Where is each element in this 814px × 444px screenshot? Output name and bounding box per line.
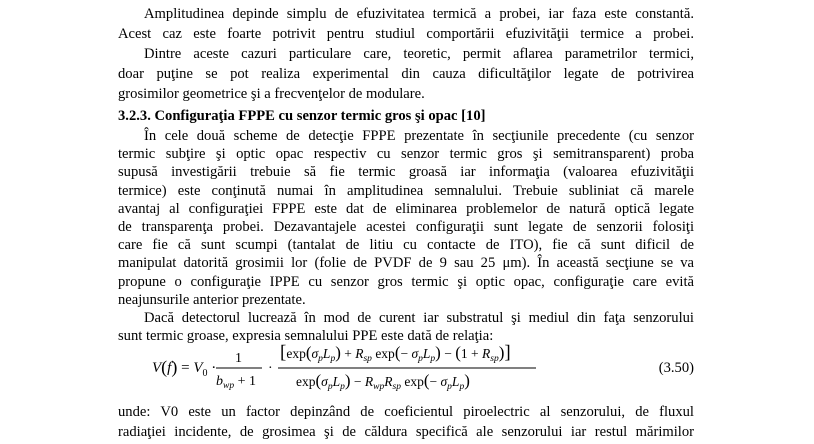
text-line: termic subţire şi optic opac respectiv cu senzor termic gros şi semitransparent) proba: [118, 146, 694, 163]
text-line: care fie că sunt scumpi (tantalat de litiu cu contacte de ITO), fie că sunt dificil de: [118, 237, 694, 254]
text-line: radiaţiei incidente, de grosimea şi de căldura specifică ale senzorului iar restul mărimilor: [118, 424, 694, 440]
text-line: sunt termic groase, expresia semnalului PPE este dată de relaţia:: [118, 328, 494, 345]
text-line: neajunsurile anterior prezentate.: [118, 291, 306, 308]
text-line: propune o configuraţie IPPE cu senzor gros termic şi optic opac, configuraţie care evită: [118, 273, 694, 290]
text-line: termice) este conţinută numai în amplitudinea semnalului. Trebuie subliniat că marele: [118, 182, 694, 199]
svg-text:bwp + 1: $b_{wp} + 1$: [216, 374, 256, 391]
text-line: manipulat datorită grosimii lor (folie de PVDF de 9 sau 25 μm). În această secţiune se va: [118, 255, 694, 272]
section-heading: 3.2.3. Configuraţia FPPE cu senzor termic gros şi opac [10]: [118, 108, 486, 124]
text-line: Dacă detectorul lucrează în mod de curent iar substratul şi mediul din faţa senzorului: [144, 310, 694, 326]
equation-3-50: [118, 340, 694, 396]
text-line: grosimilor geometrice şi a frecvenţelor de modulare.: [118, 86, 425, 102]
svg-text:·: ·: [268, 361, 273, 376]
svg-text:1: 1: [235, 351, 242, 366]
equation-number: (3.50): [658, 360, 694, 376]
text-line: Acest caz este foarte potrivit pentru studiul comportării efuzivităţii termice a probei.: [118, 26, 694, 42]
document-page: [118, 0, 694, 444]
svg-text:V(f) = V0 ·: $V(f) = V_0$ ·: [152, 357, 217, 379]
text-line: supusă investigării trebuie să fie termic groasă iar informaţia (valoarea efuzivităţii: [118, 164, 694, 181]
text-line: doar puţine se pot realiza experimental din cauza dificultăţilor legate de potrivirea: [118, 66, 694, 82]
svg-text:[exp(σpLp) + Rsp exp(− σpLp) −: [$\exp(\sigma_pL_p) + R_{sp}$ $\exp(- \sigma_pL_p) - (1 + R_{sp})$]: [280, 342, 511, 364]
text-line: avantaj al configuraţiei FPPE este dat de eliminarea problemelor de natură optică legate: [118, 200, 694, 217]
text-line: de transparenţa probei. Dezavantajele acestei configuraţii sunt legate de senzorii folosiţi: [118, 219, 694, 235]
text-line: unde: V0 este un factor depinzând de coeficientul piroelectric al senzorului, de fluxul: [118, 404, 694, 420]
text-line: În cele două scheme de detecţie FPPE prezentate în secţiunile precedente (cu senzor: [144, 128, 694, 144]
text-line: Dintre aceste cazuri particulare care, teoretic, permit aflarea parametrilor termici,: [144, 46, 694, 62]
svg-text:exp(σpLp) − RwpRsp exp(− σpLp): $\exp(\sigma_pL_p) - R_{wp}R_{sp}$ $\exp(- \sigma_pL_p)$: [296, 371, 470, 392]
text-line: Amplitudinea depinde simplu de efuzivitatea termică a probei, iar faza este constantă.: [144, 6, 694, 22]
text-line-p5-0: [118, 402, 694, 422]
